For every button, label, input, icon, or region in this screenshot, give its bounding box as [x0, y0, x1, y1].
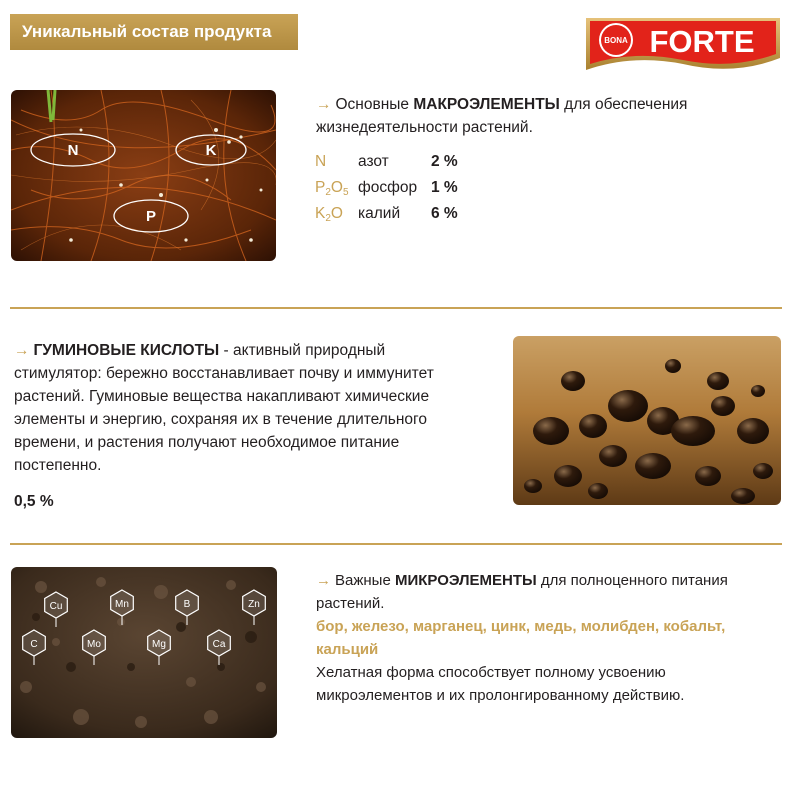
section-title-tag: Уникальный состав продукта: [10, 14, 298, 50]
element-hex-label: C: [30, 639, 38, 650]
humic-line: растений. Гуминовые вещества накапливают химические: [14, 388, 430, 405]
micro-text: → Важные МИКРОЭЛЕМЕНТЫ для полноценного питания растений. бор, железо, марганец, цинк, медь, молибден, кобальт, кальций Хелатная форма способствует полному усвоению микроэлементов и их пролонгированному действию.: [316, 572, 728, 704]
macro-intro: → Основные МАКРОЭЛЕМЕНТЫ для обеспечения жизнедеятельности растений.: [316, 96, 688, 136]
macro-intro-line2: жизнедеятельности растений.: [316, 119, 533, 136]
humic-line: постепенно.: [14, 457, 102, 474]
element-hex-label: Mo: [87, 639, 101, 650]
element-percent: 1 %: [431, 179, 458, 196]
logo-small-text: BONA: [604, 36, 628, 45]
macro-intro-bold: МАКРОЭЛЕМЕНТЫ: [413, 96, 560, 113]
humic-title: ГУМИНОВЫЕ КИСЛОТЫ: [33, 342, 220, 359]
element-name: фосфор: [358, 179, 418, 196]
divider-2: [10, 543, 782, 545]
element-hex-label: Zn: [248, 599, 260, 610]
humic-text: → ГУМИНОВЫЕ КИСЛОТЫ - активный природный стимулятор: бережно восстанавливает почву и иммунитет растений. Гуминовые вещества накапливают химические элементы и энергию, сохраняя их в течение длительного времени, и растения получают необходимое питание постепенно.: [14, 342, 434, 474]
element-name: калий: [358, 205, 401, 222]
element-hex-label: Mg: [152, 639, 166, 650]
n-photo-label: N: [67, 142, 79, 159]
micro-list: кальций: [316, 641, 379, 658]
macro-element-row: [315, 177, 515, 199]
element-hex-label: Mn: [115, 599, 129, 610]
humic-line: стимулятор: бережно восстанавливает почву и иммунитет: [14, 365, 434, 382]
arrow-icon: →: [316, 96, 332, 113]
element-symbol: $P_2O_5$: [315, 179, 349, 198]
humic-line: времени, и растения получают необходимое питание: [14, 434, 400, 451]
divider-1: [10, 307, 782, 309]
soil-micro-photo: [11, 567, 277, 738]
element-symbol: $K_2O$: [315, 205, 343, 224]
element-name: азот: [358, 153, 389, 170]
p-photo-label: P: [145, 208, 157, 225]
bona-forte-logo: [584, 14, 782, 74]
arrow-icon: →: [316, 572, 331, 589]
arrow-icon: →: [14, 342, 30, 359]
element-percent: 6 %: [431, 205, 458, 222]
element-hex-label: B: [183, 599, 191, 610]
soil-roots-photo: [11, 90, 276, 261]
humic-line: элементы и энергию, сохраняя их в течение длительного: [14, 411, 427, 428]
micro-intro-line2: растений.: [316, 595, 385, 612]
micro-list: бор, железо, марганец, цинк, медь, молибден, кобальт,: [316, 618, 726, 635]
humic-droplets-photo: [513, 336, 781, 505]
micro-desc: микроэлементов и их пролонгированному действию.: [316, 687, 685, 704]
macro-element-row: [315, 151, 515, 173]
element-hex-label: Ca: [212, 639, 226, 650]
logo-big-text: FORTE: [649, 24, 755, 59]
macro-element-row: [315, 203, 515, 225]
micro-desc: Хелатная форма способствует полному усвоению: [316, 664, 666, 681]
element-hex-label: Cu: [49, 601, 63, 612]
k-photo-label: K: [205, 142, 217, 159]
element-symbol: N: [315, 153, 327, 170]
humic-percent: 0,5 %: [14, 493, 54, 510]
element-percent: 2 %: [431, 153, 458, 170]
micro-intro-bold: МИКРОЭЛЕМЕНТЫ: [394, 572, 537, 589]
